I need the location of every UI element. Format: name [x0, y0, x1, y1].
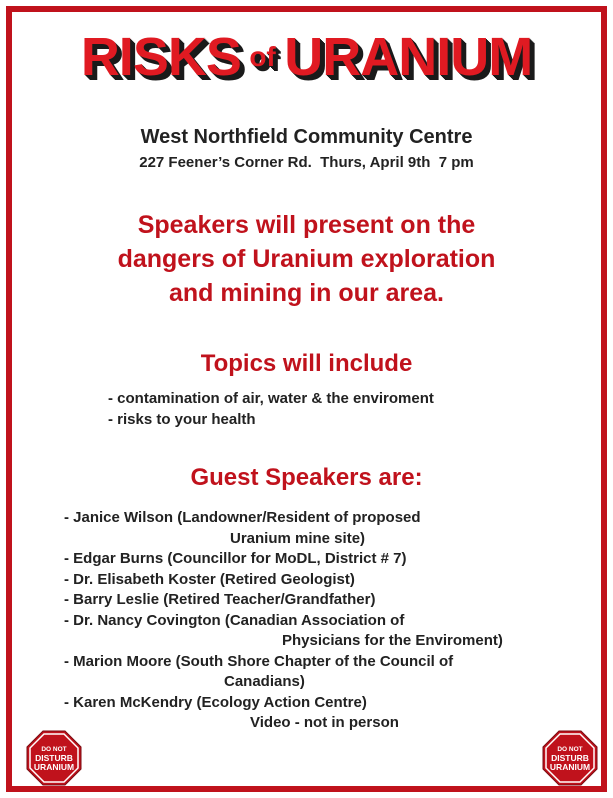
poster	[6, 6, 607, 792]
topic-item: - risks to your health	[108, 411, 256, 428]
title-word-risks: RISKS	[80, 27, 241, 87]
stop-sign-text: DO NOT	[41, 745, 67, 753]
stop-sign-text: DISTURB	[551, 752, 589, 763]
headline-line: dangers of Uranium exploration	[117, 245, 496, 273]
headline-line: Speakers will present on the	[137, 211, 476, 239]
speaker-item: - Barry Leslie (Retired Teacher/Grandfather)	[64, 591, 376, 608]
headline	[12, 208, 601, 310]
speakers-list	[64, 508, 503, 734]
speaker-item-continuation: Canadians)	[224, 673, 305, 690]
speaker-item: - Karen McKendry (Ecology Action Centre)	[64, 693, 367, 711]
topics-list	[108, 388, 434, 430]
speaker-item: - Janice Wilson (Landowner/Resident of proposed	[64, 509, 421, 526]
topics-heading: Topics will include	[200, 350, 413, 377]
speaker-item: - Dr. Elisabeth Koster (Retired Geologist)	[64, 570, 355, 588]
stop-sign-right	[542, 730, 598, 786]
stop-sign-text: DO NOT	[557, 745, 583, 753]
speaker-item: - Dr. Nancy Covington (Canadian Association of	[64, 611, 405, 629]
title-word-uranium: URANIUM	[284, 27, 533, 87]
stop-sign-text: DISTURB	[35, 752, 73, 763]
venue-name: West Northfield Community Centre	[140, 126, 473, 148]
poster-title	[12, 26, 601, 96]
speaker-item-continuation: Physicians for the Enviroment)	[282, 632, 503, 649]
topic-item: - contamination of air, water & the enviroment	[108, 390, 434, 407]
speaker-item-continuation: Uranium mine site)	[230, 529, 366, 547]
title-word-of: of	[249, 41, 276, 72]
stop-sign-text: URANIUM	[33, 761, 75, 772]
stop-sign-left	[26, 730, 82, 786]
event-details: 227 Feener’s Corner Rd. Thurs, April 9th 7 pm	[139, 154, 474, 171]
speakers-heading: Guest Speakers are:	[190, 464, 423, 491]
speaker-item: - Marion Moore (South Shore Chapter of the Council of	[64, 652, 454, 670]
speaker-item-continuation: Video - not in person	[250, 714, 399, 731]
stop-sign-text: URANIUM	[549, 761, 591, 772]
headline-line: and mining in our area.	[168, 279, 445, 307]
speaker-item: - Edgar Burns (Councillor for MoDL, District # 7)	[64, 550, 407, 567]
